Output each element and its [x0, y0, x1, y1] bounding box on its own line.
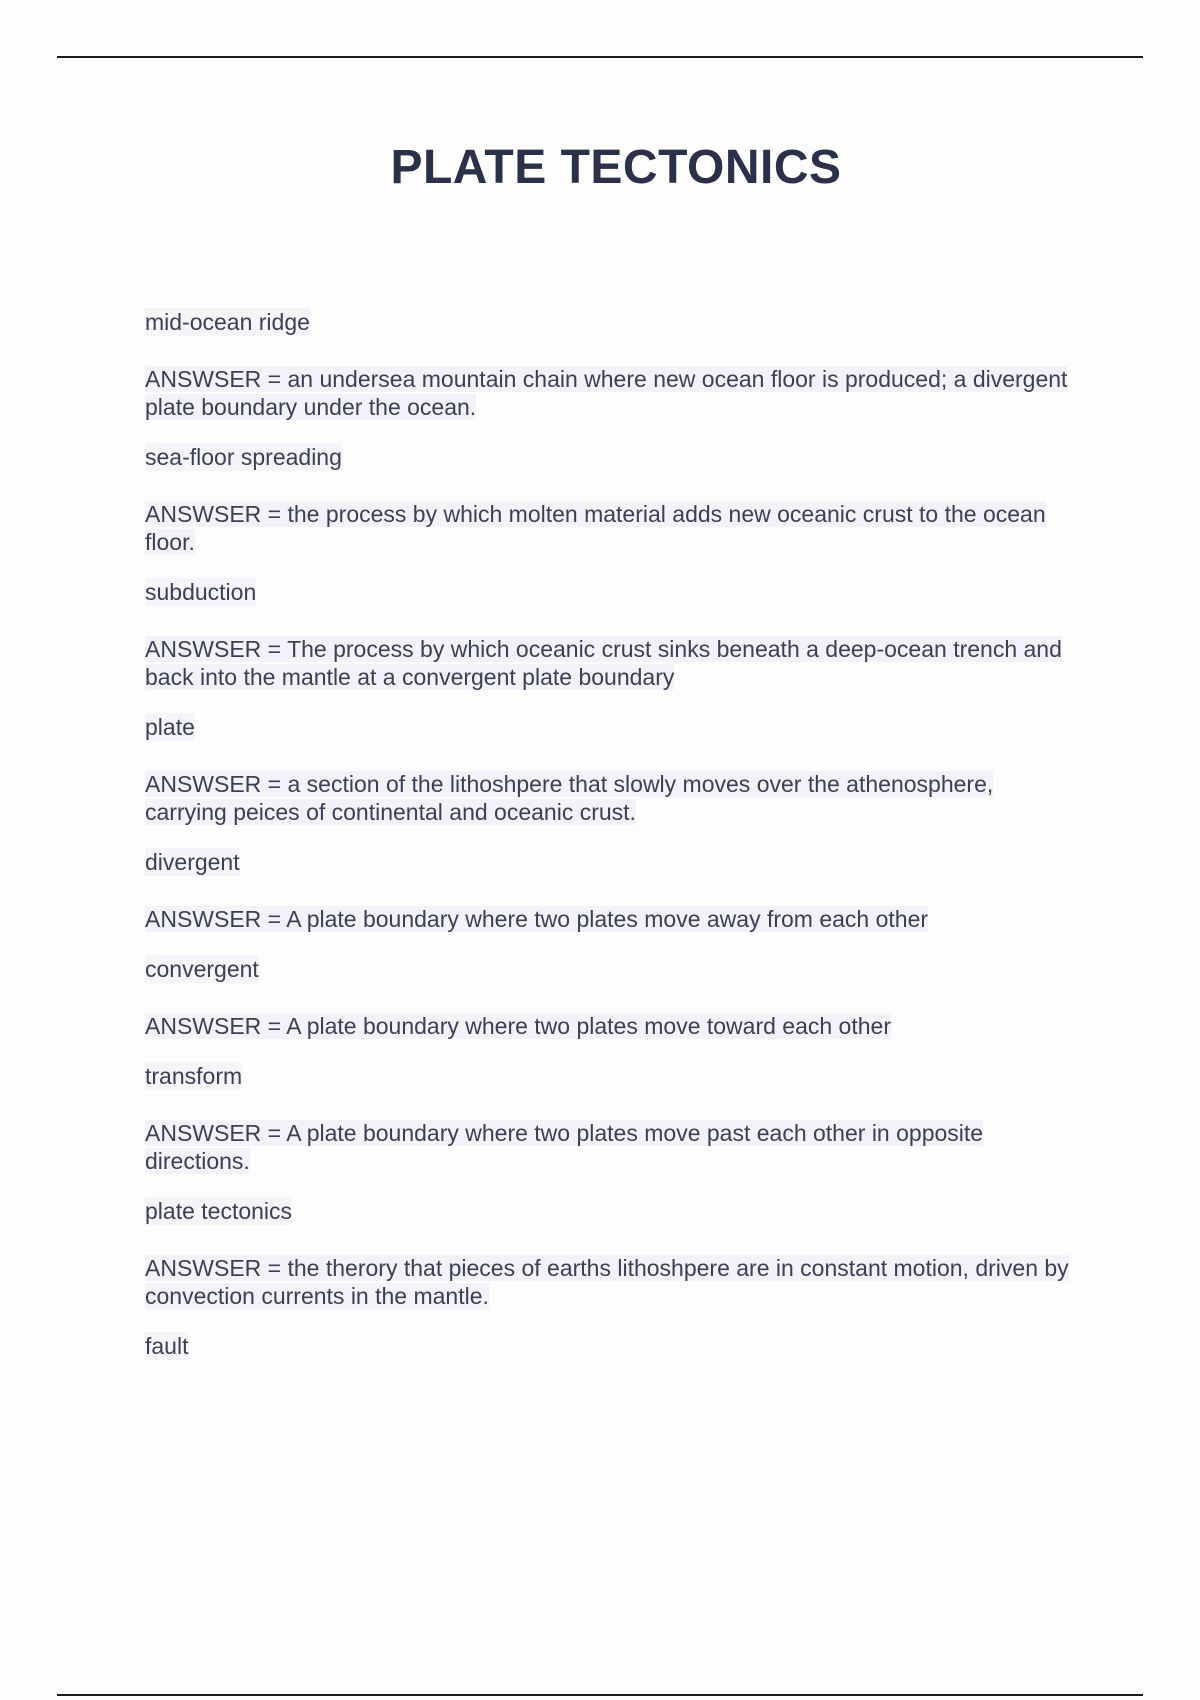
answer-text: ANSWSER = an undersea mountain chain where new ocean floor is produced; a divergent plate boundary under the ocean.: [145, 366, 1068, 420]
term-row: [145, 1332, 1075, 1360]
flashcard-list: [145, 308, 1075, 1389]
term-row: [145, 713, 1075, 741]
term: convergent: [145, 956, 259, 982]
answer: [145, 1254, 1075, 1310]
term: divergent: [145, 849, 240, 875]
answer: [145, 500, 1075, 556]
term-row: [145, 955, 1075, 983]
term: fault: [145, 1333, 189, 1359]
answer: [145, 635, 1075, 691]
answer: [145, 770, 1075, 826]
term: mid-ocean ridge: [145, 309, 310, 335]
term-row: [145, 443, 1075, 471]
top-rule: [57, 56, 1143, 58]
term-row: [145, 848, 1075, 876]
answer-text: ANSWSER = the process by which molten material adds new oceanic crust to the ocean floor.: [145, 501, 1046, 555]
answer: [145, 365, 1075, 421]
answer-text: ANSWSER = the therory that pieces of earths lithoshpere are in constant motion, driven by convection currents in the mantle.: [145, 1255, 1069, 1309]
term-row: [145, 578, 1075, 606]
term: transform: [145, 1063, 243, 1089]
term: sea-floor spreading: [145, 444, 342, 470]
answer: [145, 905, 1075, 933]
term-row: [145, 1197, 1075, 1225]
answer: [145, 1012, 1075, 1040]
answer-text: ANSWSER = a section of the lithoshpere that slowly moves over the athenosphere, carrying peices of continental and oceanic crust.: [145, 771, 994, 825]
term-row: [145, 308, 1075, 336]
bottom-rule: [57, 1694, 1143, 1696]
page-title: PLATE TECTONICS: [390, 141, 842, 194]
term-row: [145, 1062, 1075, 1090]
term: plate: [145, 714, 195, 740]
answer-text: ANSWSER = A plate boundary where two plates move past each other in opposite directions.: [145, 1120, 984, 1174]
term: subduction: [145, 579, 257, 605]
term: plate tectonics: [145, 1198, 293, 1224]
answer-text: ANSWSER = The process by which oceanic crust sinks beneath a deep-ocean trench and back into the mantle at a convergent plate boundary: [145, 636, 1062, 690]
answer-text: ANSWSER = A plate boundary where two plates move toward each other: [145, 1013, 891, 1039]
answer: [145, 1119, 1075, 1175]
answer-text: ANSWSER = A plate boundary where two plates move away from each other: [145, 906, 929, 932]
